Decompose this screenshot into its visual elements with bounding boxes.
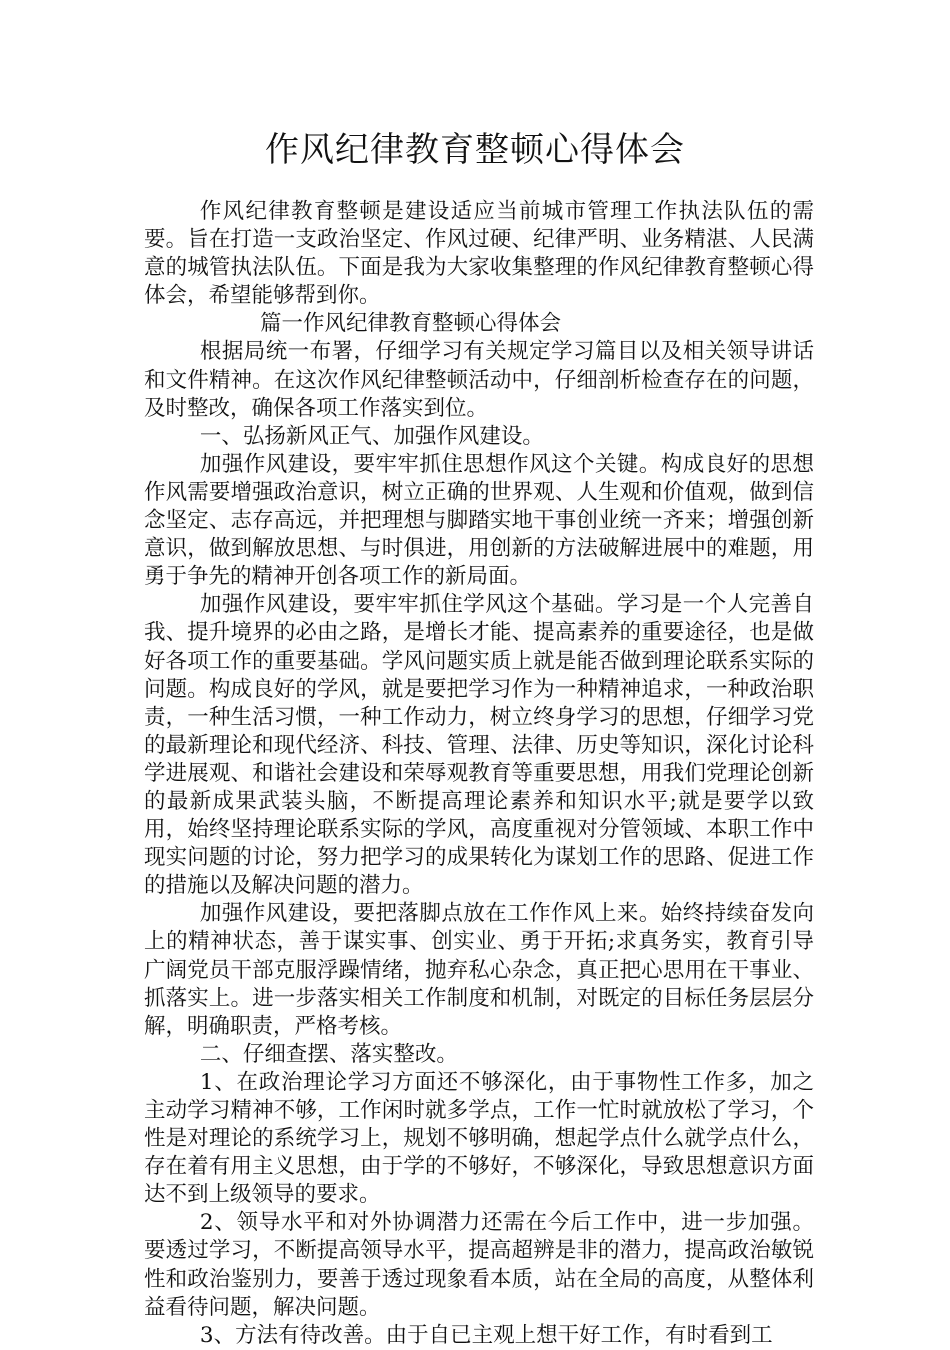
section-heading: 篇一作风纪律教育整顿心得体会	[260, 311, 562, 337]
document-body	[144, 198, 814, 1350]
paragraph: 二、仔细查摆、落实整改。	[199, 1041, 458, 1067]
paragraph: 根据局统一布署，仔细学习有关规定学习篇目以及相关领导讲话和文件精神。在这次作风纪律整顿活动中，仔细剖析检查存在的问题，及时整改，确保各项工作落实到位。	[144, 339, 814, 421]
paragraph: 加强作风建设，要牢牢抓住学风这个基础。学习是一个人完善自我、提升境界的必由之路，是增长才能、提高素养的重要途径，也是做好各项工作的重要基础。学风问题实质上就是能否做到理论联系实际的问题。构成良好的学风，就是要把学习作为一种精神追求，一种政治职责，一种生活习惯，一种工作动力，树立终身学习的思想，仔细学习党的最新理论和现代经济、科技、管理、法律、历史等知识，深化讨论科学进展观、和谐社会建设和荣辱观教育等重要思想，用我们党理论创新的最新成果武装头脑，不断提高理论素养和知识水平;就是要学以致用，始终坚持理论联系实际的学风，高度重视对分管领域、本职工作中现实问题的讨论，努力把学习的成果转化为谋划工作的思路、促进工作的措施以及解决问题的潜力。	[144, 592, 814, 899]
paragraph: 2、领导水平和对外协调潜力还需在今后工作中，进一步加强。要透过学习，不断提高领导水平，提高超辨是非的潜力，提高政治敏锐性和政治鉴别力，要善于透过现象看本质，站在全局的高度，从整体利益看待问题，解决问题。	[144, 1210, 814, 1320]
paragraph: 1、在政治理论学习方面还不够深化，由于事物性工作多，加之主动学习精神不够，工作闲时就多学点，工作一忙时就放松了学习，个性是对理论的系统学习上，规划不够明确，想起学点什么就学点什么，存在着有用主义思想，由于学的不够好，不够深化，导致思想意识方面达不到上级领导的要求。	[144, 1069, 814, 1208]
paragraph: 加强作风建设，要把落脚点放在工作作风上来。始终持续奋发向上的精神状态，善于谋实事、创实业、勇于开拓;求真务实，教育引导广阔党员干部克服浮躁情绪，抛弃私心杂念，真正把心思用在干事业、抓落实上。进一步落实相关工作制度和机制，对既定的目标任务层层分解，明确职责，严格考核。	[144, 901, 814, 1039]
paragraph: 作风纪律教育整顿是建设适应当前城市管理工作执法队伍的需要。旨在打造一支政治坚定、作风过硬、纪律严明、业务精湛、人民满意的城管执法队伍。下面是我为大家收集整理的作风纪律教育整顿心得体会，希望能够帮到你。	[144, 199, 814, 309]
document-title: 作风纪律教育整顿心得体会	[265, 130, 685, 170]
paragraph: 一、弘扬新风正气、加强作风建设。	[199, 423, 544, 449]
paragraph: 加强作风建设，要牢牢抓住思想作风这个关键。构成良好的思想作风需要增强政治意识，树立正确的世界观、人生观和价值观，做到信念坚定、志存高远，并把理想与脚踏实地干事创业统一齐来；增强创新意识，做到解放思想、与时俱进，用创新的方法破解进展中的难题，用勇于争先的精神开创各项工作的新局面。	[144, 451, 814, 590]
paragraph: 3、方法有待改善。由于自已主观上想干好工作，有时看到工	[199, 1322, 773, 1348]
